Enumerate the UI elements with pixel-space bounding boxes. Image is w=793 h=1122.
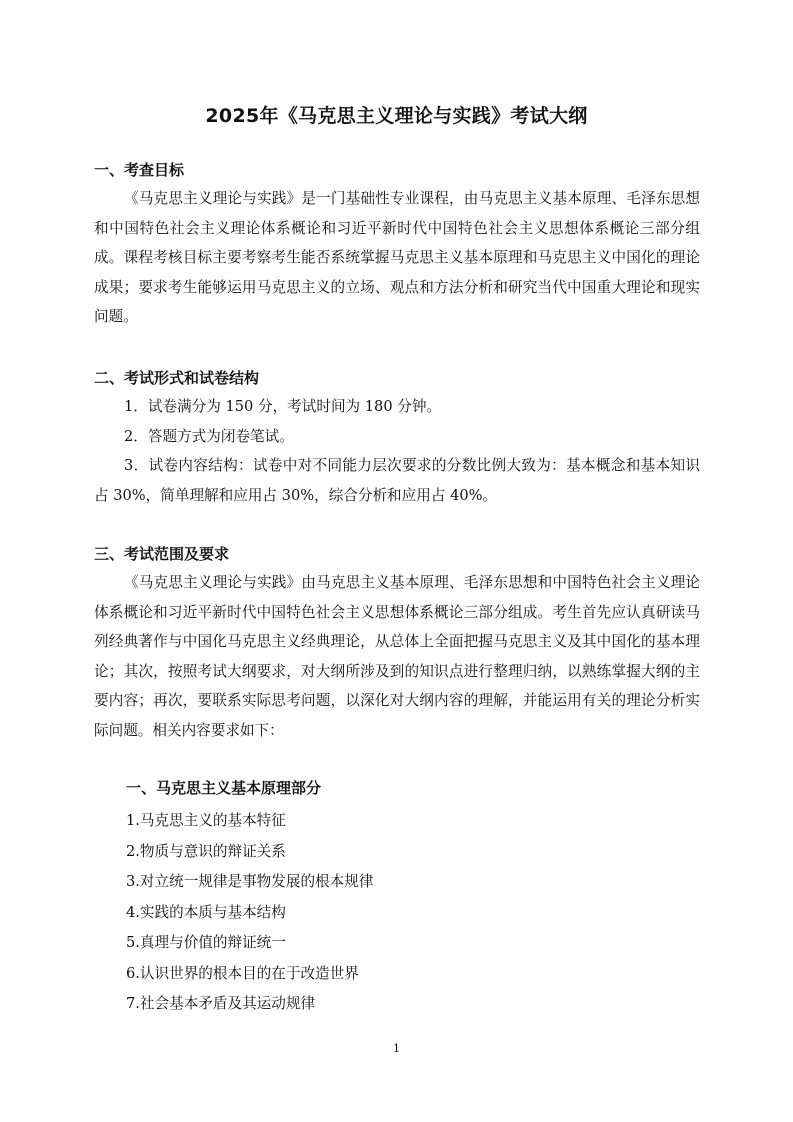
principle-item-2: 2.物质与意识的辩证关系: [126, 842, 286, 860]
section-heading-objective: 一、考查目标: [94, 161, 185, 179]
format-item-3: 3．试卷内容结构：试卷中对不同能力层次要求的分数比例大致为：基本概念和基本知识占 30%，简单理解和应用占 30%，综合分析和应用占 40%。: [94, 457, 700, 504]
principle-item-1: 1.马克思主义的基本特征: [126, 812, 286, 829]
format-item-2: 2．答题方式为闭卷笔试。: [124, 427, 294, 445]
page-number: 1: [393, 1042, 400, 1055]
principle-item-7: 7.社会基本矛盾及其运动规律: [126, 995, 316, 1012]
format-item-1: 1．试卷满分为 150 分，考试时间为 180 分钟。: [124, 398, 442, 415]
principle-item-6: 6.认识世界的根本目的在于改造世界: [126, 964, 359, 982]
principle-item-4: 4.实践的本质与基本结构: [126, 903, 286, 921]
section-heading-scope: 三、考试范围及要求: [94, 545, 230, 563]
section-exam-format: [94, 364, 700, 510]
section-exam-objective: [94, 156, 700, 332]
section-paragraph-objective: 《马克思主义理论与实践》是一门基础性专业课程，由马克思主义基本原理、毛泽东思想和中国特色社会主义理论体系概论和习近平新时代中国特色社会主义思想体系概论三部分组成。课程考核目标主要考察考生能否系统掌握马克思主义基本原理和马克思主义中国化的理论成果；要求考生能够运用马克思主义的立场、观点和方法分析和研究当代中国重大理论和现实问题。: [94, 190, 700, 325]
section-heading-format: 二、考试形式和试卷结构: [94, 369, 260, 387]
document-title: 2025年《马克思主义理论与实践》考试大纲: [205, 105, 588, 127]
section-exam-scope: [94, 540, 700, 745]
section-paragraph-scope: 《马克思主义理论与实践》由马克思主义基本原理、毛泽东思想和中国特色社会主义理论体系概论和习近平新时代中国特色社会主义思想体系概论三部分组成。考生首先应认真研读马列经典著作与中国化马克思主义经典理论，从总体上全面把握马克思主义及其中国化的基本理论；其次，按照考试大纲要求，对大纲所涉及到的知识点进行整理归纳，以熟练掌握大纲的主要内容；再次，要联系实际思考问题，以深化对大纲内容的理解，并能运用有关的理论分析实际问题。相关内容要求如下：: [94, 574, 700, 739]
principle-item-5: 5.真理与价值的辩证统一: [126, 934, 286, 951]
subsection-heading-principles: 一、马克思主义基本原理部分: [126, 779, 322, 797]
subsection-basic-principles: [126, 774, 686, 1020]
principle-item-3: 3.对立统一规律是事物发展的根本规律: [126, 873, 374, 890]
